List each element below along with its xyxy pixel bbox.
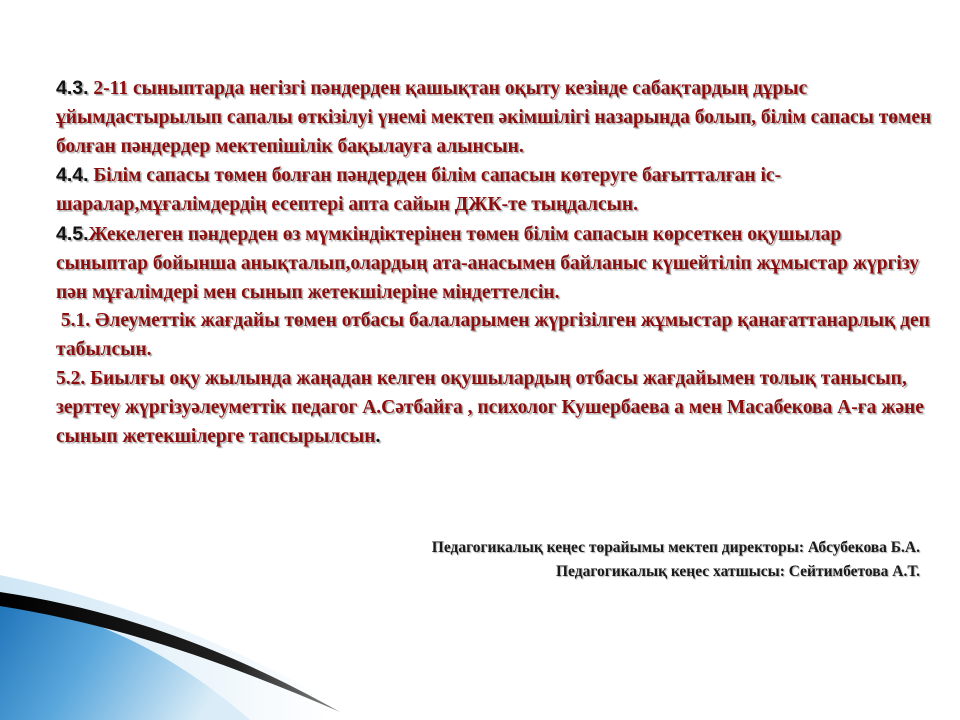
paragraph-text: Білім сапасы төмен болған пәндерден білім сапасын көтеруге бағытталған іс-шаралар,мұғалімдердің есептері апта сайын ДЖК-те тыңдалсын. [56, 165, 782, 216]
paragraph-number: 4.4. [56, 164, 89, 187]
paragraph-text: Жекелеген пәндерден өз мүмкіндіктерінен төмен білім сапасын көрсеткен оқушылар сыныптар бойынша анықталып,олардың ата-анасымен байланыс күшейтіліп жұмыстар жүргізу пән мұғалімдері мен сынып жетекшілеріне міндеттелсін. [56, 223, 920, 303]
signature-chair: Педагогикалық кеңес төрайымы мектеп директоры: Абсубекова Б.А. [431, 539, 920, 556]
paragraph-number: 4.5. [56, 222, 89, 245]
signature-secretary: Педагогикалық кеңес хатшысы: Сейтимбетова А.Т. [556, 563, 920, 580]
paragraph-number: 4.3 [56, 77, 84, 99]
paragraph-number: 5.2. [56, 367, 86, 389]
paragraph-end: . [375, 425, 381, 447]
paragraph-number-suffix: . [83, 77, 89, 99]
paragraph-number: 5.1. [56, 310, 91, 332]
paragraph-text: Әлеуметтік жағдайы төмен отбасы балаларымен жүргізілген жұмыстар қанағаттанарлық деп табылсын. [56, 310, 935, 361]
paragraph-text: Биылғы оқу жылында жаңадан келген оқушылардың отбасы жағдайымен толық танысып, зерттеу жүргізуәлеуметтік педагог А.Сәтбайға , психолог Кушербаева а мен Масабекова А-ға және сынып жетекшілерге тапсырылсын [56, 367, 924, 447]
paragraph-text: 2-11 сыныптарда негізгі пәндерден қашықтан оқыту кезінде сабақтардың дұрыс ұйымдастырылып сапалы өткізілуі үнемі мектеп әкімшілігі назарында болып, білім сапасы төмен болған пәндердер мектепішілік бақылауға алынсын. [56, 78, 932, 157]
